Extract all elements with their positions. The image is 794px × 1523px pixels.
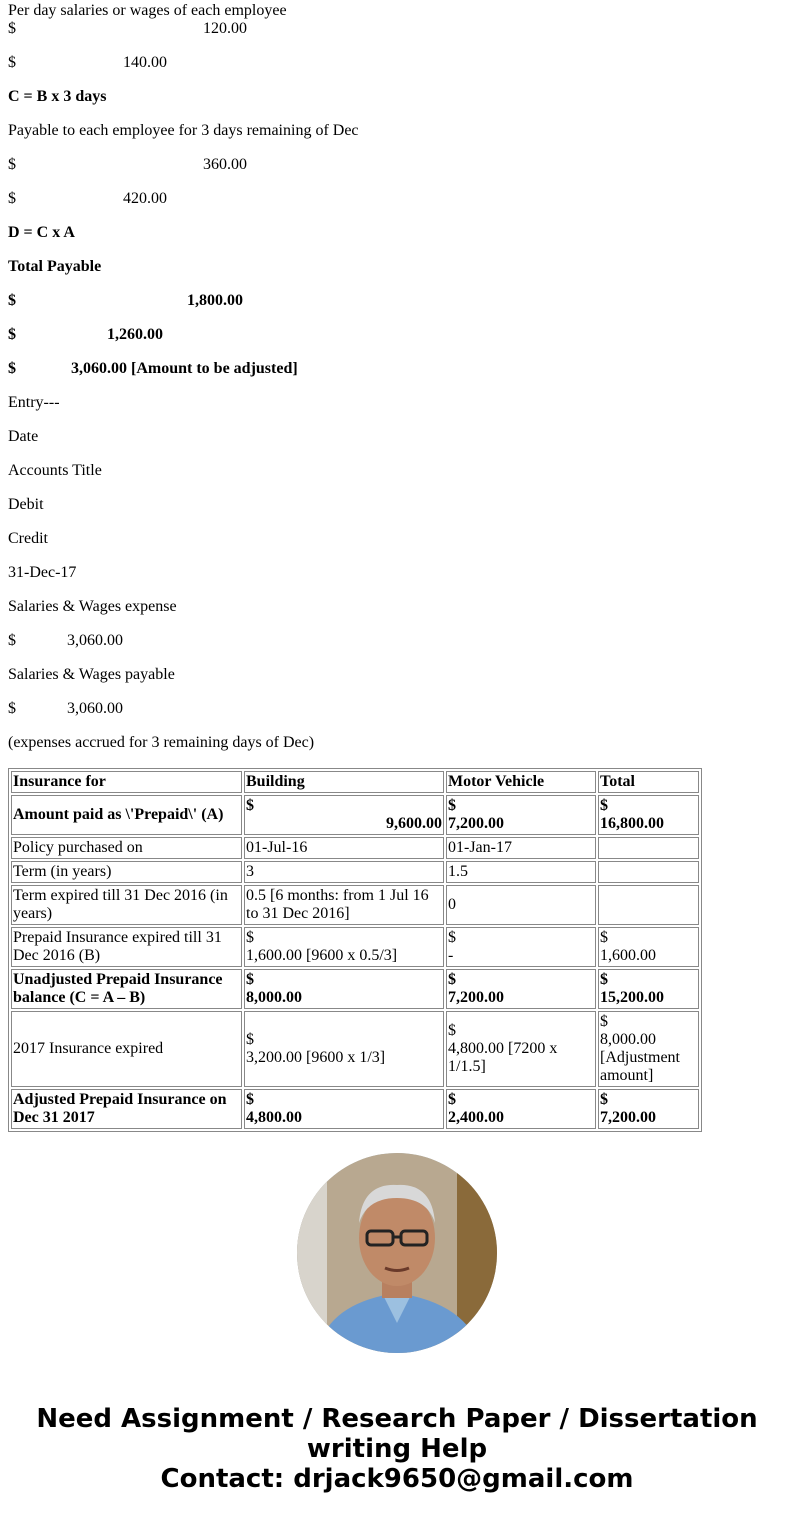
currency: $ <box>8 20 16 37</box>
cell-value: 0.5 [6 months: from 1 Jul 16 to 31 Dec 2016] <box>246 887 429 922</box>
cell-value: 15,200.00 <box>600 989 664 1006</box>
cell-value: Prepaid Insurance expired till 31 Dec 2016 (B) <box>13 929 222 964</box>
table-cell <box>598 861 699 883</box>
table-cell <box>598 795 699 835</box>
header-cell: Total <box>598 771 699 793</box>
currency: $ <box>448 1091 456 1108</box>
table-cell <box>11 861 242 883</box>
table-cell <box>446 795 596 835</box>
cell-value: 01-Jul-16 <box>246 839 308 856</box>
table-cell <box>244 837 444 859</box>
amount: 3,060.00 [Amount to be adjusted] <box>71 360 298 377</box>
amount: 1,800.00 <box>187 292 243 309</box>
currency: $ <box>448 797 456 814</box>
cell-value: 16,800.00 <box>600 815 664 832</box>
cell-value: Policy purchased on <box>13 839 143 856</box>
cell-value: 8,000.00 <box>246 989 302 1006</box>
cell-value: 9,600.00 <box>386 815 442 832</box>
table-cell <box>11 927 242 967</box>
contact-banner <box>0 1404 794 1494</box>
amount: 3,060.00 <box>67 700 123 717</box>
cell-value: Amount paid as \'Prepaid\' (A) <box>13 806 224 823</box>
table-cell <box>11 795 242 835</box>
currency: $ <box>246 971 254 988</box>
currency: $ <box>600 971 608 988</box>
cell-value: 0 <box>448 896 456 913</box>
cell-value: 1,600.00 [9600 x 0.5/3] <box>246 947 398 964</box>
table-cell <box>244 861 444 883</box>
table-cell <box>446 969 596 1009</box>
currency: $ <box>8 190 16 207</box>
author-photo <box>297 1153 497 1353</box>
currency: $ <box>246 929 254 946</box>
cell-value: 3 <box>246 863 254 880</box>
cell-value: 1,600.00 <box>600 947 656 964</box>
amount: 140.00 <box>123 54 167 71</box>
table-cell <box>598 885 699 925</box>
table-cell <box>598 969 699 1009</box>
amount-line <box>8 54 786 72</box>
table-cell <box>598 1011 699 1087</box>
cell-value: 1.5 <box>448 863 468 880</box>
debit-account: Salaries & Wages expense <box>8 598 177 615</box>
per-day-label: Per day salaries or wages of each employee <box>8 2 287 19</box>
currency: $ <box>8 326 16 343</box>
currency: $ <box>8 360 16 377</box>
table-cell <box>446 885 596 925</box>
table-row <box>11 927 699 967</box>
currency: $ <box>246 797 254 814</box>
amount: 120.00 <box>203 20 247 37</box>
amount-line <box>8 326 786 344</box>
currency: $ <box>8 632 16 649</box>
cell-value: 7,200.00 <box>448 989 504 1006</box>
currency: $ <box>600 797 608 814</box>
cell-value: 2017 Insurance expired <box>13 1040 164 1057</box>
table-cell <box>244 795 444 835</box>
table-row <box>11 969 699 1009</box>
table-row <box>11 1089 699 1129</box>
credit-header: Credit <box>8 530 48 547</box>
table-row <box>11 795 699 835</box>
currency: $ <box>8 700 16 717</box>
insurance-table <box>8 768 702 1132</box>
entry-label: Entry--- <box>8 394 60 411</box>
table-cell <box>244 927 444 967</box>
currency: $ <box>246 1031 254 1048</box>
cell-value: Adjusted Prepaid Insurance on Dec 31 2017 <box>13 1091 227 1126</box>
currency: $ <box>8 156 16 173</box>
table-cell <box>244 1089 444 1129</box>
banner-line: writing Help <box>306 1434 488 1464</box>
debit-header: Debit <box>8 496 44 513</box>
cell-value: 7,200.00 <box>448 815 504 832</box>
currency: $ <box>600 1091 608 1108</box>
table-cell <box>244 969 444 1009</box>
amount-line <box>8 700 786 718</box>
table-cell <box>244 885 444 925</box>
cell-value: 4,800.00 <box>246 1109 302 1126</box>
table-cell <box>446 927 596 967</box>
cell-value: Term (in years) <box>13 863 112 880</box>
cell-value: 8,000.00 [Adjustment amount] <box>600 1031 680 1084</box>
contact-email[interactable]: Contact: drjack9650@gmail.com <box>160 1464 634 1494</box>
cell-value: 7,200.00 <box>600 1109 656 1126</box>
narration: (expenses accrued for 3 remaining days of Dec) <box>8 734 315 751</box>
amount: 360.00 <box>203 156 247 173</box>
table-row <box>11 837 699 859</box>
amount-line <box>8 190 786 208</box>
cell-value: 4,800.00 [7200 x 1/1.5] <box>448 1040 558 1075</box>
header-cell: Building <box>244 771 444 793</box>
table-cell <box>11 885 242 925</box>
currency: $ <box>600 929 608 946</box>
document-body <box>8 0 786 1132</box>
banner-line: Need Assignment / Research Paper / Dissertation <box>36 1404 758 1434</box>
header-cell: Insurance for <box>11 771 242 793</box>
amount-line <box>8 360 786 378</box>
cell-value: 2,400.00 <box>448 1109 504 1126</box>
currency: $ <box>448 1022 456 1039</box>
credit-account: Salaries & Wages payable <box>8 666 175 683</box>
entry-date: 31-Dec-17 <box>8 564 77 581</box>
table-header-row <box>11 771 699 793</box>
formula-d: D = C x A <box>8 224 75 241</box>
table-cell <box>446 861 596 883</box>
table-cell <box>11 1089 242 1129</box>
amount: 420.00 <box>123 190 167 207</box>
table-row <box>11 1011 699 1087</box>
table-cell <box>244 1011 444 1087</box>
table-row <box>11 861 699 883</box>
currency: $ <box>448 971 456 988</box>
table-cell <box>598 927 699 967</box>
total-payable-label: Total Payable <box>8 258 102 275</box>
date-header: Date <box>8 428 39 445</box>
cell-value: Unadjusted Prepaid Insurance balance (C = A – B) <box>13 971 223 1006</box>
cell-value: 01-Jan-17 <box>448 839 512 856</box>
table-row <box>11 885 699 925</box>
c-label: Payable to each employee for 3 days remaining of Dec <box>8 122 359 139</box>
currency: $ <box>8 292 16 309</box>
table-cell <box>446 1011 596 1087</box>
cell-value: 3,200.00 [9600 x 1/3] <box>246 1049 386 1066</box>
table-cell <box>446 1089 596 1129</box>
accounts-title-header: Accounts Title <box>8 462 102 479</box>
amount-line <box>8 20 786 38</box>
cell-value: Term expired till 31 Dec 2016 (in years) <box>13 887 228 922</box>
currency: $ <box>448 929 456 946</box>
header-cell: Motor Vehicle <box>446 771 596 793</box>
currency: $ <box>600 1013 608 1030</box>
amount-line <box>8 292 786 310</box>
table-cell <box>598 837 699 859</box>
amount: 3,060.00 <box>67 632 123 649</box>
table-cell <box>446 837 596 859</box>
table-cell <box>11 837 242 859</box>
amount-line <box>8 156 786 174</box>
table-cell <box>11 1011 242 1087</box>
table-cell <box>598 1089 699 1129</box>
currency: $ <box>8 54 16 71</box>
amount-line <box>8 632 786 650</box>
formula-c: C = B x 3 days <box>8 88 107 105</box>
amount: 1,260.00 <box>107 326 163 343</box>
cell-value: - <box>448 947 454 964</box>
currency: $ <box>246 1091 254 1108</box>
table-cell <box>11 969 242 1009</box>
